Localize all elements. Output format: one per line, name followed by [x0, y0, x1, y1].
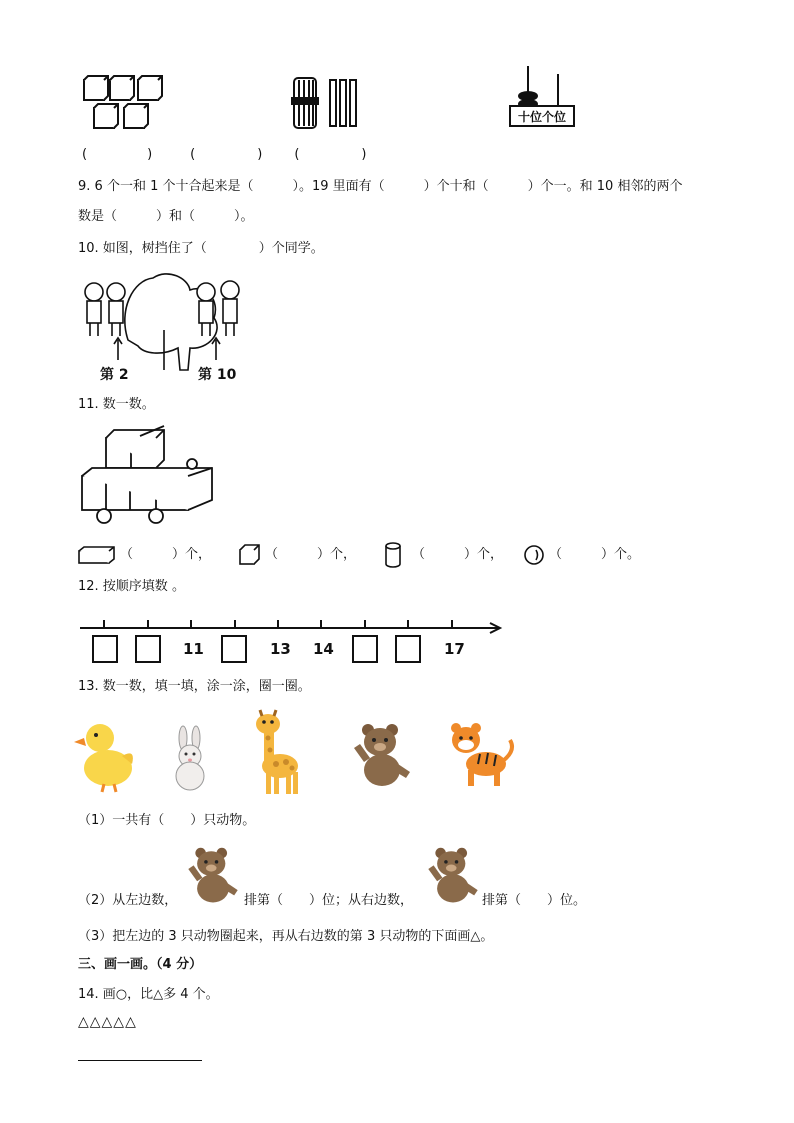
bear-icon [352, 722, 412, 790]
q14-triangles: △△△△△ [78, 1014, 137, 1030]
cylinder-icon [384, 542, 402, 568]
numline-14: 14 [313, 640, 334, 658]
q13-sub2-c: 排第（ ）位。 [482, 893, 587, 908]
numline-13: 13 [270, 640, 291, 658]
fig8-blanks [82, 146, 366, 164]
q10-question: 10. 如图，树挡住了（ ）个同学。 [78, 241, 324, 256]
q14-question: 14. 画○，比△多 4 个。 [78, 987, 219, 1002]
q13-sub1: （1）一共有（ ）只动物。 [78, 813, 256, 828]
footnote-divider [78, 1060, 202, 1061]
numline-11: 11 [183, 640, 204, 658]
duck-icon [74, 718, 136, 794]
q13-sub2-b: 排第（ ）位；从右边数， [244, 893, 414, 908]
blank-close-1: ) [147, 147, 153, 162]
cube-icon [239, 544, 261, 566]
q11-blank-cylinder: （ ）个， [412, 547, 504, 562]
q13-question: 13. 数一数，填一填，涂一涂，圈一圈。 [78, 679, 311, 694]
q11-question: 11. 数一数。 [78, 397, 155, 412]
blank-open-2: ( [190, 147, 196, 162]
q11-blank-cube: （ ）个， [265, 547, 357, 562]
q11-answers [78, 542, 640, 568]
q9-line1: 9. 6 个一和 1 个十合起来是（ ）。19 里面有（ ）个十和（ ）个一。和 10 相邻的两个 [78, 179, 683, 194]
q13-sub3: （3）把左边的 3 只动物圈起来，再从右边数的第 3 只动物的下面画△。 [78, 929, 494, 944]
bear-icon-small-right [426, 846, 480, 906]
q11-blank-sphere: （ ）个。 [549, 547, 641, 562]
numline-17: 17 [444, 640, 465, 658]
blank-open-3: ( [294, 147, 300, 162]
rabbit-icon [168, 726, 212, 792]
q12-question: 12. 按顺序填数 。 [78, 579, 185, 594]
q10-label-right: 第 10 [198, 367, 237, 383]
q9-line2: 数是（ ）和（ ）。 [78, 209, 254, 224]
cubes-figure [82, 74, 172, 134]
bear-icon-small-left [186, 846, 240, 906]
block-tank-figure [80, 424, 220, 524]
sphere-icon [523, 544, 545, 566]
blank-open-1: ( [82, 147, 88, 162]
abacus-label: 十位个位 [517, 110, 566, 124]
q10-label-left: 第 2 [100, 367, 129, 383]
cuboid-icon [78, 546, 116, 564]
q11-blank-cuboid: （ ）个， [120, 547, 212, 562]
tiger-icon [446, 720, 516, 790]
sticks-bundle-figure [290, 76, 370, 132]
blank-close-3: ) [361, 147, 367, 162]
section3-title: 三、画一画。（4 分） [78, 957, 203, 972]
blank-close-2: ) [257, 147, 263, 162]
giraffe-icon [252, 710, 304, 796]
q13-sub2-a: （2）从左边数， [78, 893, 178, 908]
abacus-figure [508, 66, 578, 130]
